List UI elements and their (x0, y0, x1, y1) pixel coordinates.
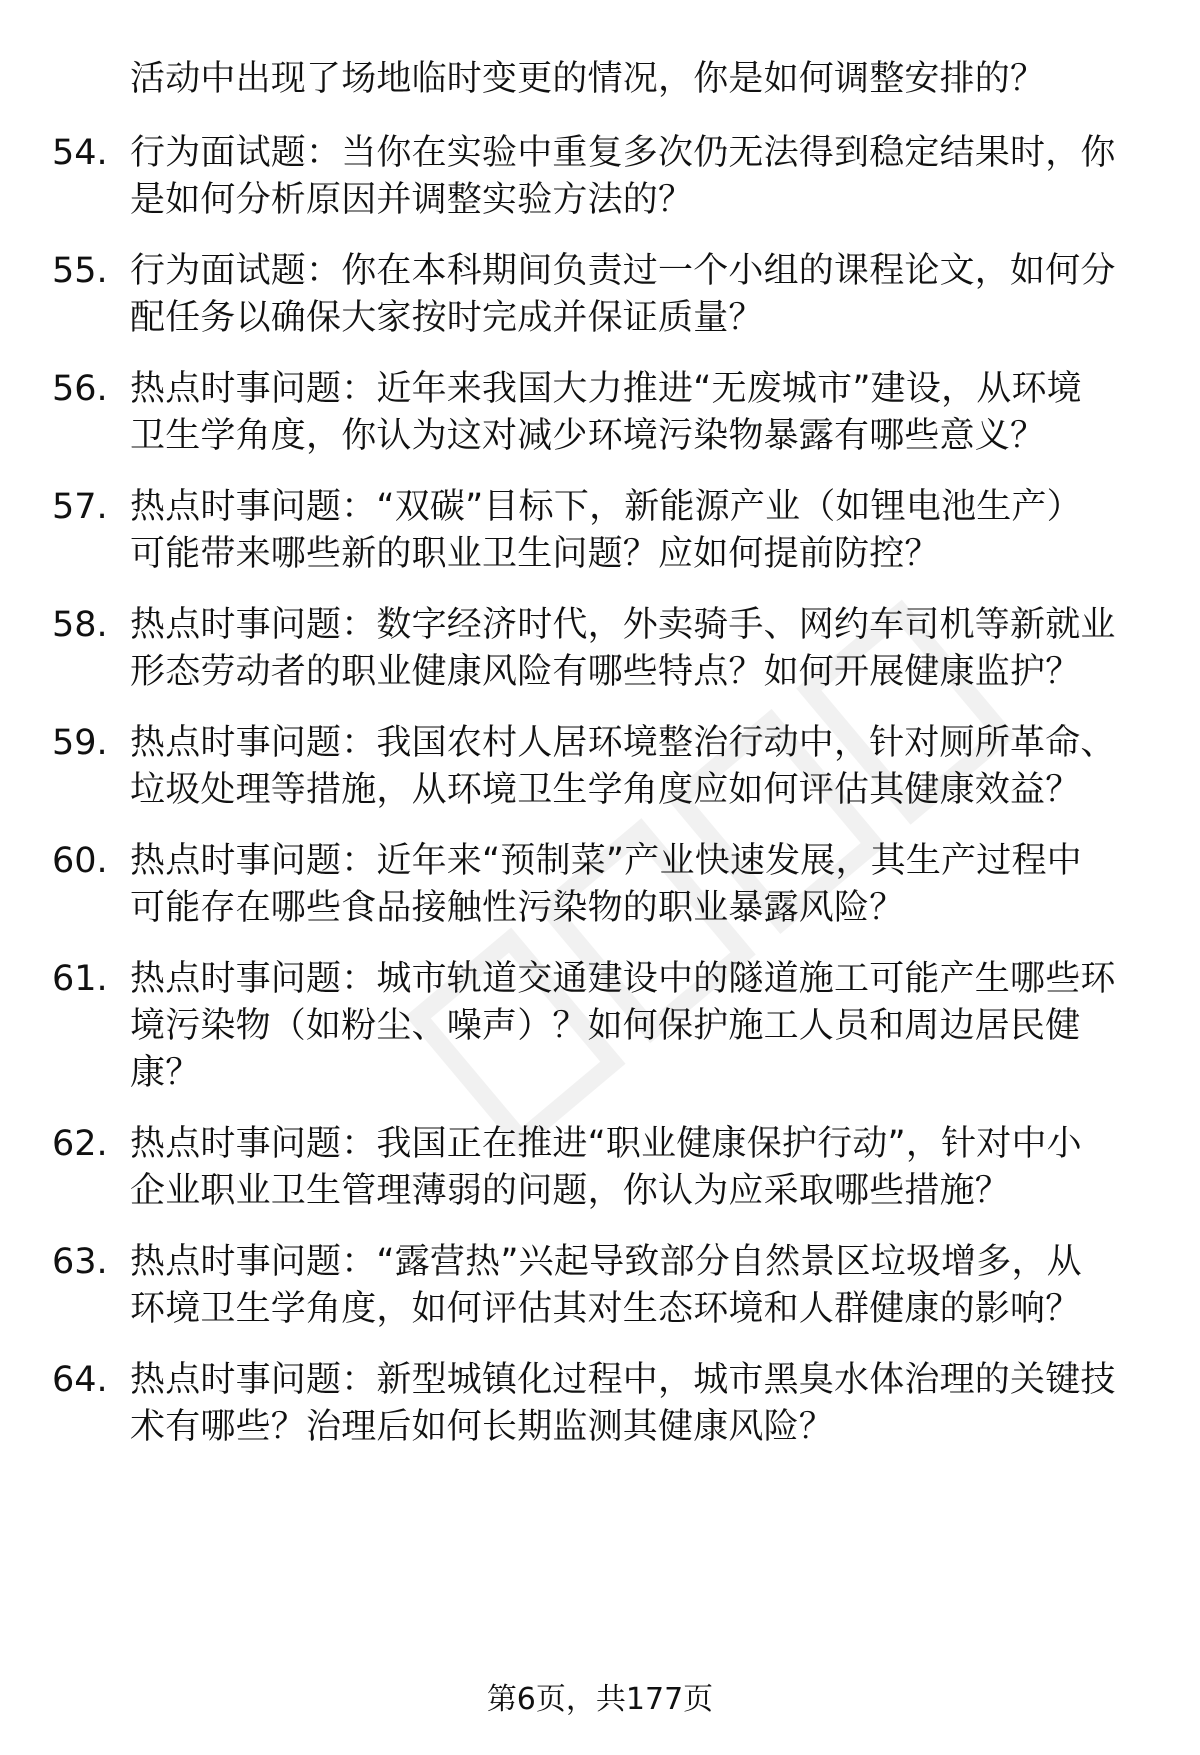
item-number: 62. (52, 1124, 108, 1164)
item-line: 康？ (130, 1053, 201, 1093)
item-line: 配任务以确保大家按时完成并保证质量？ (130, 298, 764, 338)
item-line: 企业职业卫生管理薄弱的问题，你认为应采取哪些措施？ (130, 1171, 1011, 1211)
item-line: 热点时事问题：“双碳”目标下，新能源产业（如锂电池生产） (130, 487, 1082, 527)
item-line: 行为面试题：当你在实验中重复多次仍无法得到稳定结果时，你 (130, 133, 1116, 173)
item-number: 60. (52, 841, 108, 881)
item-line: 垃圾处理等措施，从环境卫生学角度应如何评估其健康效益？ (130, 770, 1081, 810)
item-line: 形态劳动者的职业健康风险有哪些特点？如何开展健康监护？ (130, 652, 1081, 692)
item-number: 56. (52, 369, 108, 409)
item-line: 是如何分析原因并调整实验方法的？ (130, 180, 694, 220)
item-line: 热点时事问题：近年来“预制菜”产业快速发展，其生产过程中 (130, 841, 1082, 881)
item-line: 境污染物（如粉尘、噪声）？如何保护施工人员和周边居民健 (130, 1006, 1081, 1046)
item-number: 54. (52, 133, 108, 173)
item-number: 63. (52, 1242, 108, 1282)
item-number: 61. (52, 959, 108, 999)
item-line: 术有哪些？治理后如何长期监测其健康风险？ (130, 1407, 835, 1447)
item-number: 58. (52, 605, 108, 645)
item-line: 热点时事问题：“露营热”兴起导致部分自然景区垃圾增多，从 (130, 1242, 1082, 1282)
page-footer: 第6页，共177页 (486, 1682, 714, 1717)
item-line: 热点时事问题：近年来我国大力推进“无废城市”建设，从环境 (130, 369, 1082, 409)
item-line: 可能存在哪些食品接触性污染物的职业暴露风险？ (130, 888, 905, 928)
item-line: 行为面试题：你在本科期间负责过一个小组的课程论文，如何分 (130, 251, 1116, 291)
item-line: 热点时事问题：城市轨道交通建设中的隧道施工可能产生哪些环 (130, 959, 1116, 999)
item-line: 热点时事问题：我国正在推进“职业健康保护行动”，针对中小 (130, 1124, 1082, 1164)
item-line: 热点时事问题：数字经济时代，外卖骑手、网约车司机等新就业 (130, 605, 1116, 645)
item-line: 热点时事问题：新型城镇化过程中，城市黑臭水体治理的关键技 (130, 1360, 1116, 1400)
continuation-line: 活动中出现了场地临时变更的情况，你是如何调整安排的？ (130, 59, 1046, 99)
item-line: 卫生学角度，你认为这对减少环境污染物暴露有哪些意义？ (130, 416, 1046, 456)
item-number: 55. (52, 251, 108, 291)
item-number: 57. (52, 487, 108, 527)
item-line: 可能带来哪些新的职业卫生问题？应如何提前防控？ (130, 534, 940, 574)
item-line: 环境卫生学角度，如何评估其对生态环境和人群健康的影响？ (130, 1289, 1081, 1329)
item-number: 64. (52, 1360, 108, 1400)
item-number: 59. (52, 723, 108, 763)
item-line: 热点时事问题：我国农村人居环境整治行动中，针对厕所革命、 (130, 723, 1116, 763)
